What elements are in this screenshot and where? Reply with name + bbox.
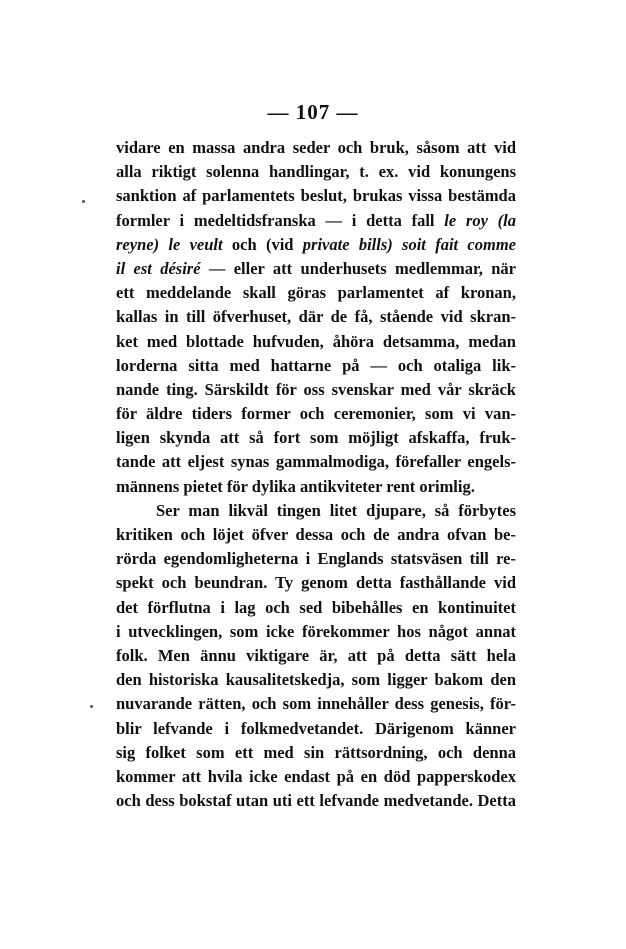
text-line: tande att eljest synas gammalmodiga, förefaller engels- [116, 452, 516, 472]
text-line: ligen skynda att så fort som möjligt afskaffa, fruk- [116, 428, 516, 448]
text-line: ett meddelande skall göras parlamentet af kronan, [116, 283, 516, 303]
text-line: nande ting. Särskildt för oss svenskar med vår skräck [116, 379, 516, 399]
text-line: nuvarande rätten, och som innehåller dess genesis, för- [116, 694, 516, 714]
text-line: lorderna sitta med hattarne på — och otaliga lik- [116, 355, 516, 375]
text-line: vidare en massa andra seder och bruk, såsom att vid [116, 138, 516, 157]
text-line: den historiska kausalitetskedja, som ligger bakom den [116, 670, 516, 690]
page-number: — 107 — [267, 100, 359, 124]
text-line: sig folket som ett med sin rättsordning, och denna [116, 742, 516, 762]
text-line: kritiken och löjet öfver dessa och de andra ofvan be- [116, 525, 516, 544]
text-line: och dess bokstaf utan uti ett lefvande medvetande. Detta [116, 791, 516, 811]
italic-phrase: private bills) soit fait comme [302, 234, 516, 254]
text-line: spekt och beundran. Ty genom detta fasthållande vid [116, 573, 516, 593]
text-line: rörda egendomligheterna i Englands statsväsen till re- [116, 549, 516, 569]
text-line: il est désiré — eller att underhusets medlemmar, när [116, 258, 516, 278]
text-line: för äldre tiders former och ceremonier, som vi van- [116, 404, 516, 424]
body-text [116, 136, 516, 813]
scan-speck [90, 705, 93, 708]
italic-phrase: le roy (la [444, 210, 516, 230]
text-line: kommer att hvila icke endast på en död papperskodex [116, 766, 516, 786]
text-line: formler i medeltidsfranska — i detta fall le roy (la [116, 210, 516, 230]
italic-phrase: il est désiré [116, 258, 201, 278]
text-line: det förflutna i lag och sed bibehålles en kontinuitet [116, 597, 516, 617]
italic-phrase: reyne) le veult [116, 234, 223, 254]
text-line: reyne) le veult och (vid private bills) soit fait comme [116, 234, 516, 254]
scan-speck [82, 200, 85, 203]
text-line: folk. Men ännu viktigare är, att på detta sätt hela [116, 645, 516, 665]
text-line-paragraph-end: männens pietet för dylika antikviteter rent orimlig. [116, 476, 475, 496]
text-line-paragraph-start: Ser man likväl tingen litet djupare, så förbytes [156, 500, 516, 520]
text-line: kallas in till öfverhuset, där de få, stående vid skran- [116, 307, 516, 327]
text-line: alla riktigt solenna handlingar, t. ex. vid konungens [116, 162, 516, 182]
text-line: sanktion af parlamentets beslut, brukas vissa bestämda [116, 186, 516, 206]
text-line: blir lefvande i folkmedvetandet. Därigenom känner [116, 718, 516, 738]
text-line: i utvecklingen, som icke förekommer hos något annat [116, 621, 516, 641]
text-line: ket med blottade hufvuden, åhöra detsamma, medan [116, 331, 516, 351]
